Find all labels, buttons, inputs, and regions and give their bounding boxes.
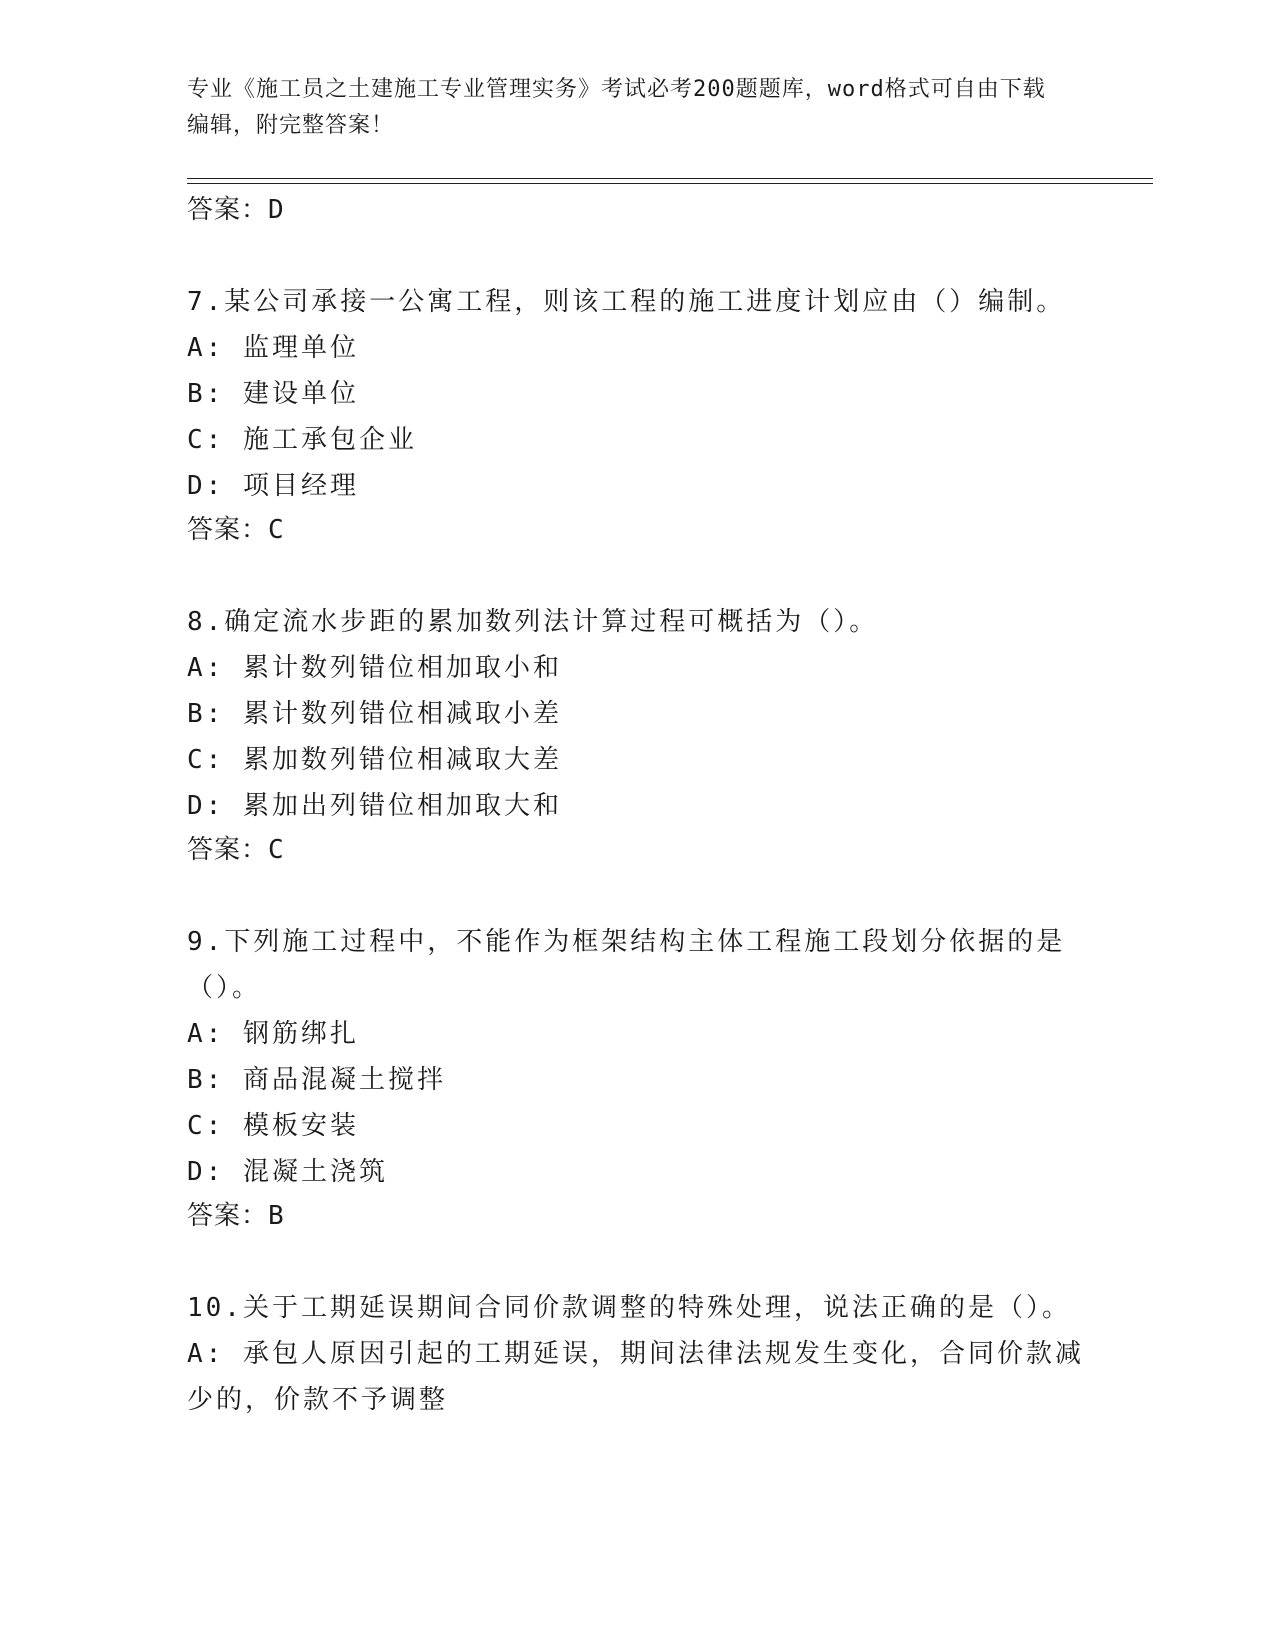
answer-label: 答案： (187, 835, 269, 865)
option-d: D: 混凝土浇筑 (187, 1157, 388, 1187)
answer-value: C (268, 835, 285, 865)
page-header: 专业《施工员之土建施工专业管理实务》考试必考200题题库，word格式可自由下载编辑，附完整答案！ (187, 77, 1046, 138)
answer-label: 答案： (187, 195, 269, 225)
header-divider-top (187, 178, 1153, 179)
question-9 (187, 919, 1087, 1237)
option-c: C: 模板安装 (187, 1111, 359, 1141)
question-7 (187, 279, 1087, 551)
answer-label: 答案： (187, 515, 269, 545)
question-text: 8.确定流水步距的累加数列法计算过程可概括为（）。 (187, 607, 879, 637)
question-10 (187, 1285, 1087, 1423)
answer-line (187, 189, 1087, 231)
question-8 (187, 599, 1087, 871)
spacer (187, 871, 1087, 919)
question-text: 7.某公司承接一公寓工程，则该工程的施工进度计划应由（）编制。 (187, 287, 1066, 317)
question-list (187, 189, 1087, 1423)
option-a: A: 承包人原因引起的工期延误，期间法律法规发生变化，合同价款减少的，价款不予调整 (187, 1339, 1084, 1415)
answer-value: B (268, 1201, 285, 1231)
option-a: A: 监理单位 (187, 333, 359, 363)
spacer (187, 1237, 1087, 1285)
answer-value: D (268, 195, 285, 225)
option-a: A: 累计数列错位相加取小和 (187, 653, 562, 683)
option-a: A: 钢筋绑扎 (187, 1019, 359, 1049)
option-b: B: 商品混凝土搅拌 (187, 1065, 446, 1095)
question-text: 9.下列施工过程中，不能作为框架结构主体工程施工段划分依据的是（）。 (187, 927, 1066, 1003)
answer-label: 答案： (187, 1201, 269, 1231)
option-b: B: 建设单位 (187, 379, 359, 409)
option-c: C: 累加数列错位相减取大差 (187, 745, 562, 775)
answer-line (187, 829, 1087, 871)
answer-line (187, 509, 1087, 551)
header-divider-bottom (187, 183, 1153, 184)
question-text: 10.关于工期延误期间合同价款调整的特殊处理，说法正确的是（）。 (187, 1293, 1071, 1323)
option-d: D: 累加出列错位相加取大和 (187, 791, 562, 821)
option-c: C: 施工承包企业 (187, 425, 417, 455)
option-b: B: 累计数列错位相减取小差 (187, 699, 562, 729)
answer-line (187, 1195, 1087, 1237)
spacer (187, 231, 1087, 279)
spacer (187, 551, 1087, 599)
answer-value: C (268, 515, 285, 545)
option-d: D: 项目经理 (187, 471, 359, 501)
